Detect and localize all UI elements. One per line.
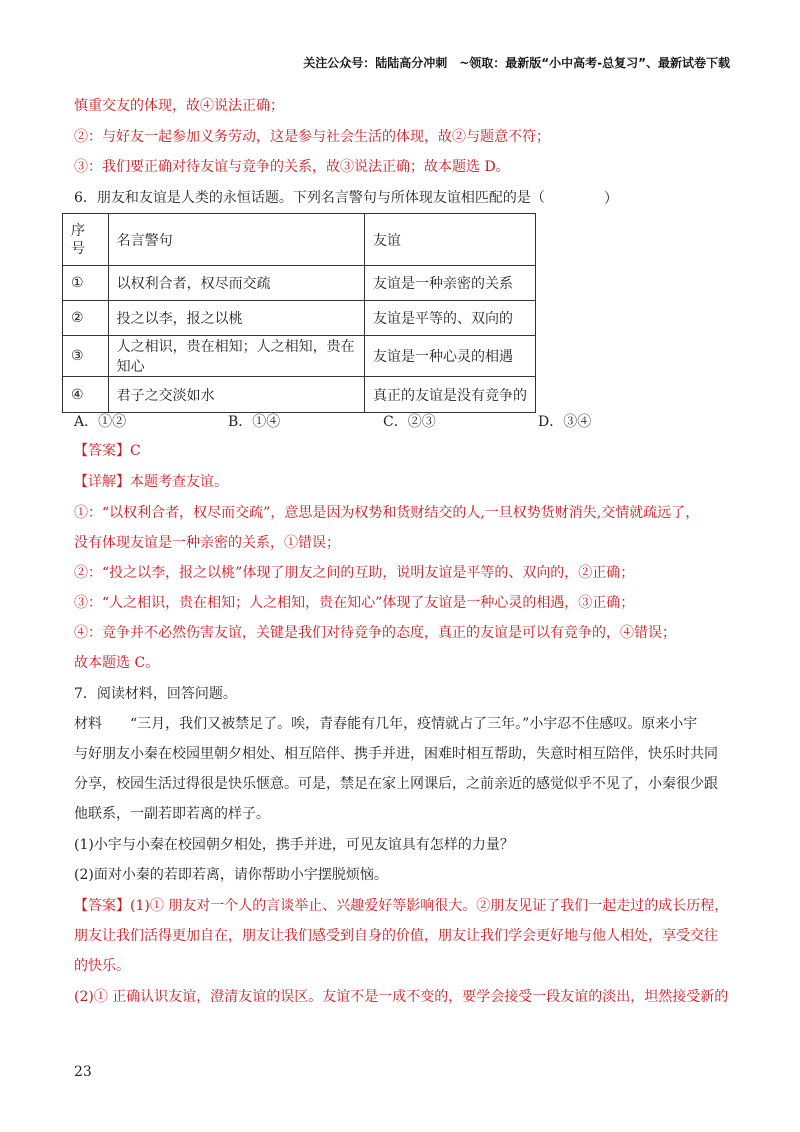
option-d: D．③④: [538, 414, 592, 430]
header-cell-quote: 名言警句: [108, 214, 364, 266]
material-line: 分享，校园生活过得很是快乐惬意。可是，禁足在家上网课后，之前亲近的感觉似乎不见了，小秦很少跟: [74, 776, 718, 792]
table-cell: ④: [63, 377, 109, 413]
option-c: C．②③: [383, 414, 436, 430]
text-line: 慎重交友的体现，故④说法正确；: [74, 98, 284, 114]
header-cell-friendship: 友谊: [364, 214, 535, 266]
table-cell: 以权利合者，权尽而交疏: [108, 266, 364, 301]
answer-line: 的快乐。: [74, 958, 130, 974]
table-cell: 友谊是一种亲密的关系: [364, 266, 535, 301]
analysis-line: ②：“投之以李，报之以桃”体现了朋友之间的互助，说明友谊是平等的、双向的，②正确；: [74, 565, 635, 581]
table-row: [63, 266, 536, 301]
sub-question: (1)小宇与小秦在校园朝夕相处，携手并进，可见友谊具有怎样的力量？: [74, 837, 514, 853]
analysis-line: 没有体现友谊是一种亲密的关系，①错误；: [74, 535, 340, 551]
table-cell: ②: [63, 301, 109, 336]
table-cell: ①: [63, 266, 109, 301]
sub-question: (2)面对小秦的若即若离，请你帮助小宇摆脱烦恼。: [74, 867, 388, 883]
analysis-line: 故本题选 C。: [74, 655, 160, 671]
answer-label: 【答案】C: [74, 443, 141, 459]
table-cell: 真正的友谊是没有竞争的: [364, 377, 535, 413]
table-row: [63, 336, 536, 377]
table-cell: 君子之交淡如水: [108, 377, 364, 413]
analysis-line: ①：“以权利合者，权尽而交疏”，意思是因为权势和货财结交的人,一旦权势货财消失,交情就疏远了，: [74, 505, 700, 521]
text-line: ②：与好友一起参加义务劳动，这是参与社会生活的体现，故②与题意不符；: [74, 129, 550, 145]
table-cell: 人之相识，贵在相知；人之相知，贵在知心: [108, 336, 364, 377]
answer-line: (2)① 正确认识友谊，澄清友谊的误区。友谊不是一成不变的，要学会接受一段友谊的淡出，坦然接受新的: [74, 989, 729, 1005]
option-a: A．①②: [74, 414, 127, 430]
table-header-row: [63, 214, 536, 266]
analysis-line: ③：“人之相识，贵在相知；人之相知，贵在知心”体现了友谊是一种心灵的相遇，③正确；: [74, 595, 635, 611]
question-6-stem-close: ）: [604, 191, 618, 207]
table-row: [63, 377, 536, 413]
text-line: ③：我们要正确对待友谊与竞争的关系，故③说法正确；故本题选 D。: [74, 159, 510, 175]
quote-table: [62, 213, 536, 413]
page-number: 23: [74, 1064, 92, 1080]
material-line: 与好朋友小秦在校园里朝夕相处、相互陪伴、携手并进，困难时相互帮助，失意时相互陪伴，快乐时共同: [74, 746, 718, 762]
table-cell: 投之以李，报之以桃: [108, 301, 364, 336]
question-7-stem: 7．阅读材料，回答问题。: [74, 686, 237, 702]
table-row: [63, 301, 536, 336]
option-b: B．①④: [228, 414, 281, 430]
analysis-line: ④：竞争并不必然伤害友谊，关键是我们对待竞争的态度，真正的友谊是可以有竞争的，④错误；: [74, 625, 676, 641]
answer-line: 【答案】(1)① 朋友对一个人的言谈举止、兴趣爱好等影响很大。②朋友见证了我们一起走过的成长历程，: [74, 898, 729, 914]
page-header: 关注公众号：陆陆高分冲刺 ~领取：最新版“小中高考-总复习”、最新试卷下载: [303, 56, 730, 70]
material-line: 材料 “三月，我们又被禁足了。唉，青春能有几年，疫情就占了三年。”小宇忍不住感叹。原来小宇: [74, 716, 698, 732]
table-cell: 友谊是一种心灵的相遇: [364, 336, 535, 377]
detail-label: 【详解】本题考查友谊。: [74, 474, 228, 490]
question-6-stem: 6．朋友和友谊是人类的永恒话题。下列名言警句与所体现友谊相匹配的是（: [74, 190, 545, 206]
table-cell: 友谊是平等的、双向的: [364, 301, 535, 336]
material-line: 他联系，一副若即若离的样子。: [74, 806, 270, 822]
answer-line: 朋友让我们活得更加自在，朋友让我们感受到自身的价值，朋友让我们学会更好地与他人相处，享受交往: [74, 928, 718, 944]
header-cell-index: 序号: [63, 214, 109, 266]
table-cell: ③: [63, 336, 109, 377]
